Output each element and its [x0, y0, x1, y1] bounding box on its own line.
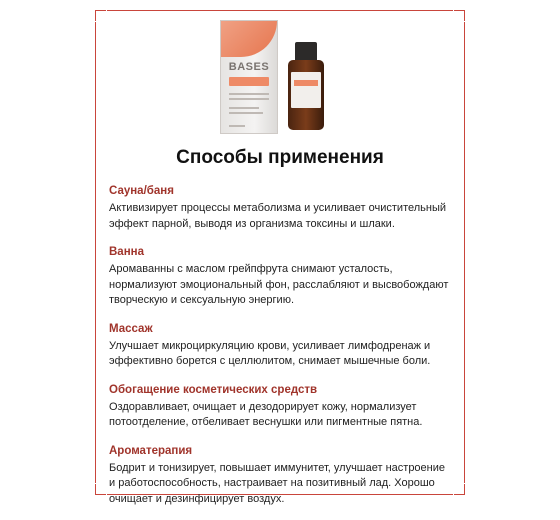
usage-section — [109, 245, 454, 309]
frame-corner — [95, 484, 106, 495]
box-text-line — [229, 98, 269, 100]
product-box — [220, 20, 278, 134]
frame-right-line — [464, 22, 465, 483]
section-text: Оздоравливает, очищает и дезодорирует кожу, нормализует потоотделение, отбеливает веснушки или пигментные пятна. — [109, 400, 423, 428]
bottle-cap — [295, 42, 317, 62]
usage-section — [109, 444, 454, 508]
section-title: Массаж — [109, 322, 153, 335]
box-decor — [221, 21, 277, 57]
section-text: Бодрит и тонизирует, повышает иммунитет, улучшает настроение и работоспособность, настраивает на позитивный лад. Хорошо очищает и дезинфицирует воздух. — [109, 461, 446, 505]
frame-corner — [454, 10, 465, 21]
section-text: Активизирует процессы метаболизма и усиливает очистительный эффект парной, выводя из организма токсины и шлаки. — [109, 202, 447, 230]
frame-corner — [454, 484, 465, 495]
box-tag — [229, 77, 269, 86]
section-title: Ароматерапия — [109, 444, 193, 457]
usage-section — [109, 184, 454, 232]
frame-left-line — [95, 22, 96, 483]
box-text-line — [229, 107, 259, 109]
usage-section — [109, 383, 454, 431]
usage-section — [109, 322, 454, 370]
frame-top-line — [107, 10, 453, 11]
section-text: Аромаванны с маслом грейпфрута снимают усталость, нормализуют эмоциональный фон, расслабляют и высвобождают творческую и сексуальную энергию. — [109, 263, 449, 306]
section-title: Обогащение косметических средств — [109, 383, 318, 396]
brand-logo: BASES — [228, 61, 270, 73]
usage-sections — [109, 184, 454, 520]
box-text-line — [229, 93, 269, 95]
product-bottle — [288, 42, 324, 130]
product-image — [220, 14, 340, 139]
page-title: Способы применения — [176, 147, 384, 168]
section-title: Ванна — [109, 246, 144, 258]
bottle-label — [291, 72, 321, 108]
bottle-label-tag — [294, 80, 318, 86]
section-title: Сауна/баня — [109, 185, 174, 197]
frame-corner — [95, 10, 106, 21]
box-text-line — [229, 112, 263, 114]
box-text-line — [229, 125, 245, 127]
section-text: Улучшает микроциркуляцию крови, усиливает лимфодренаж и эффективно борется с целлюлитом, снимает мышечные боли. — [109, 339, 431, 367]
